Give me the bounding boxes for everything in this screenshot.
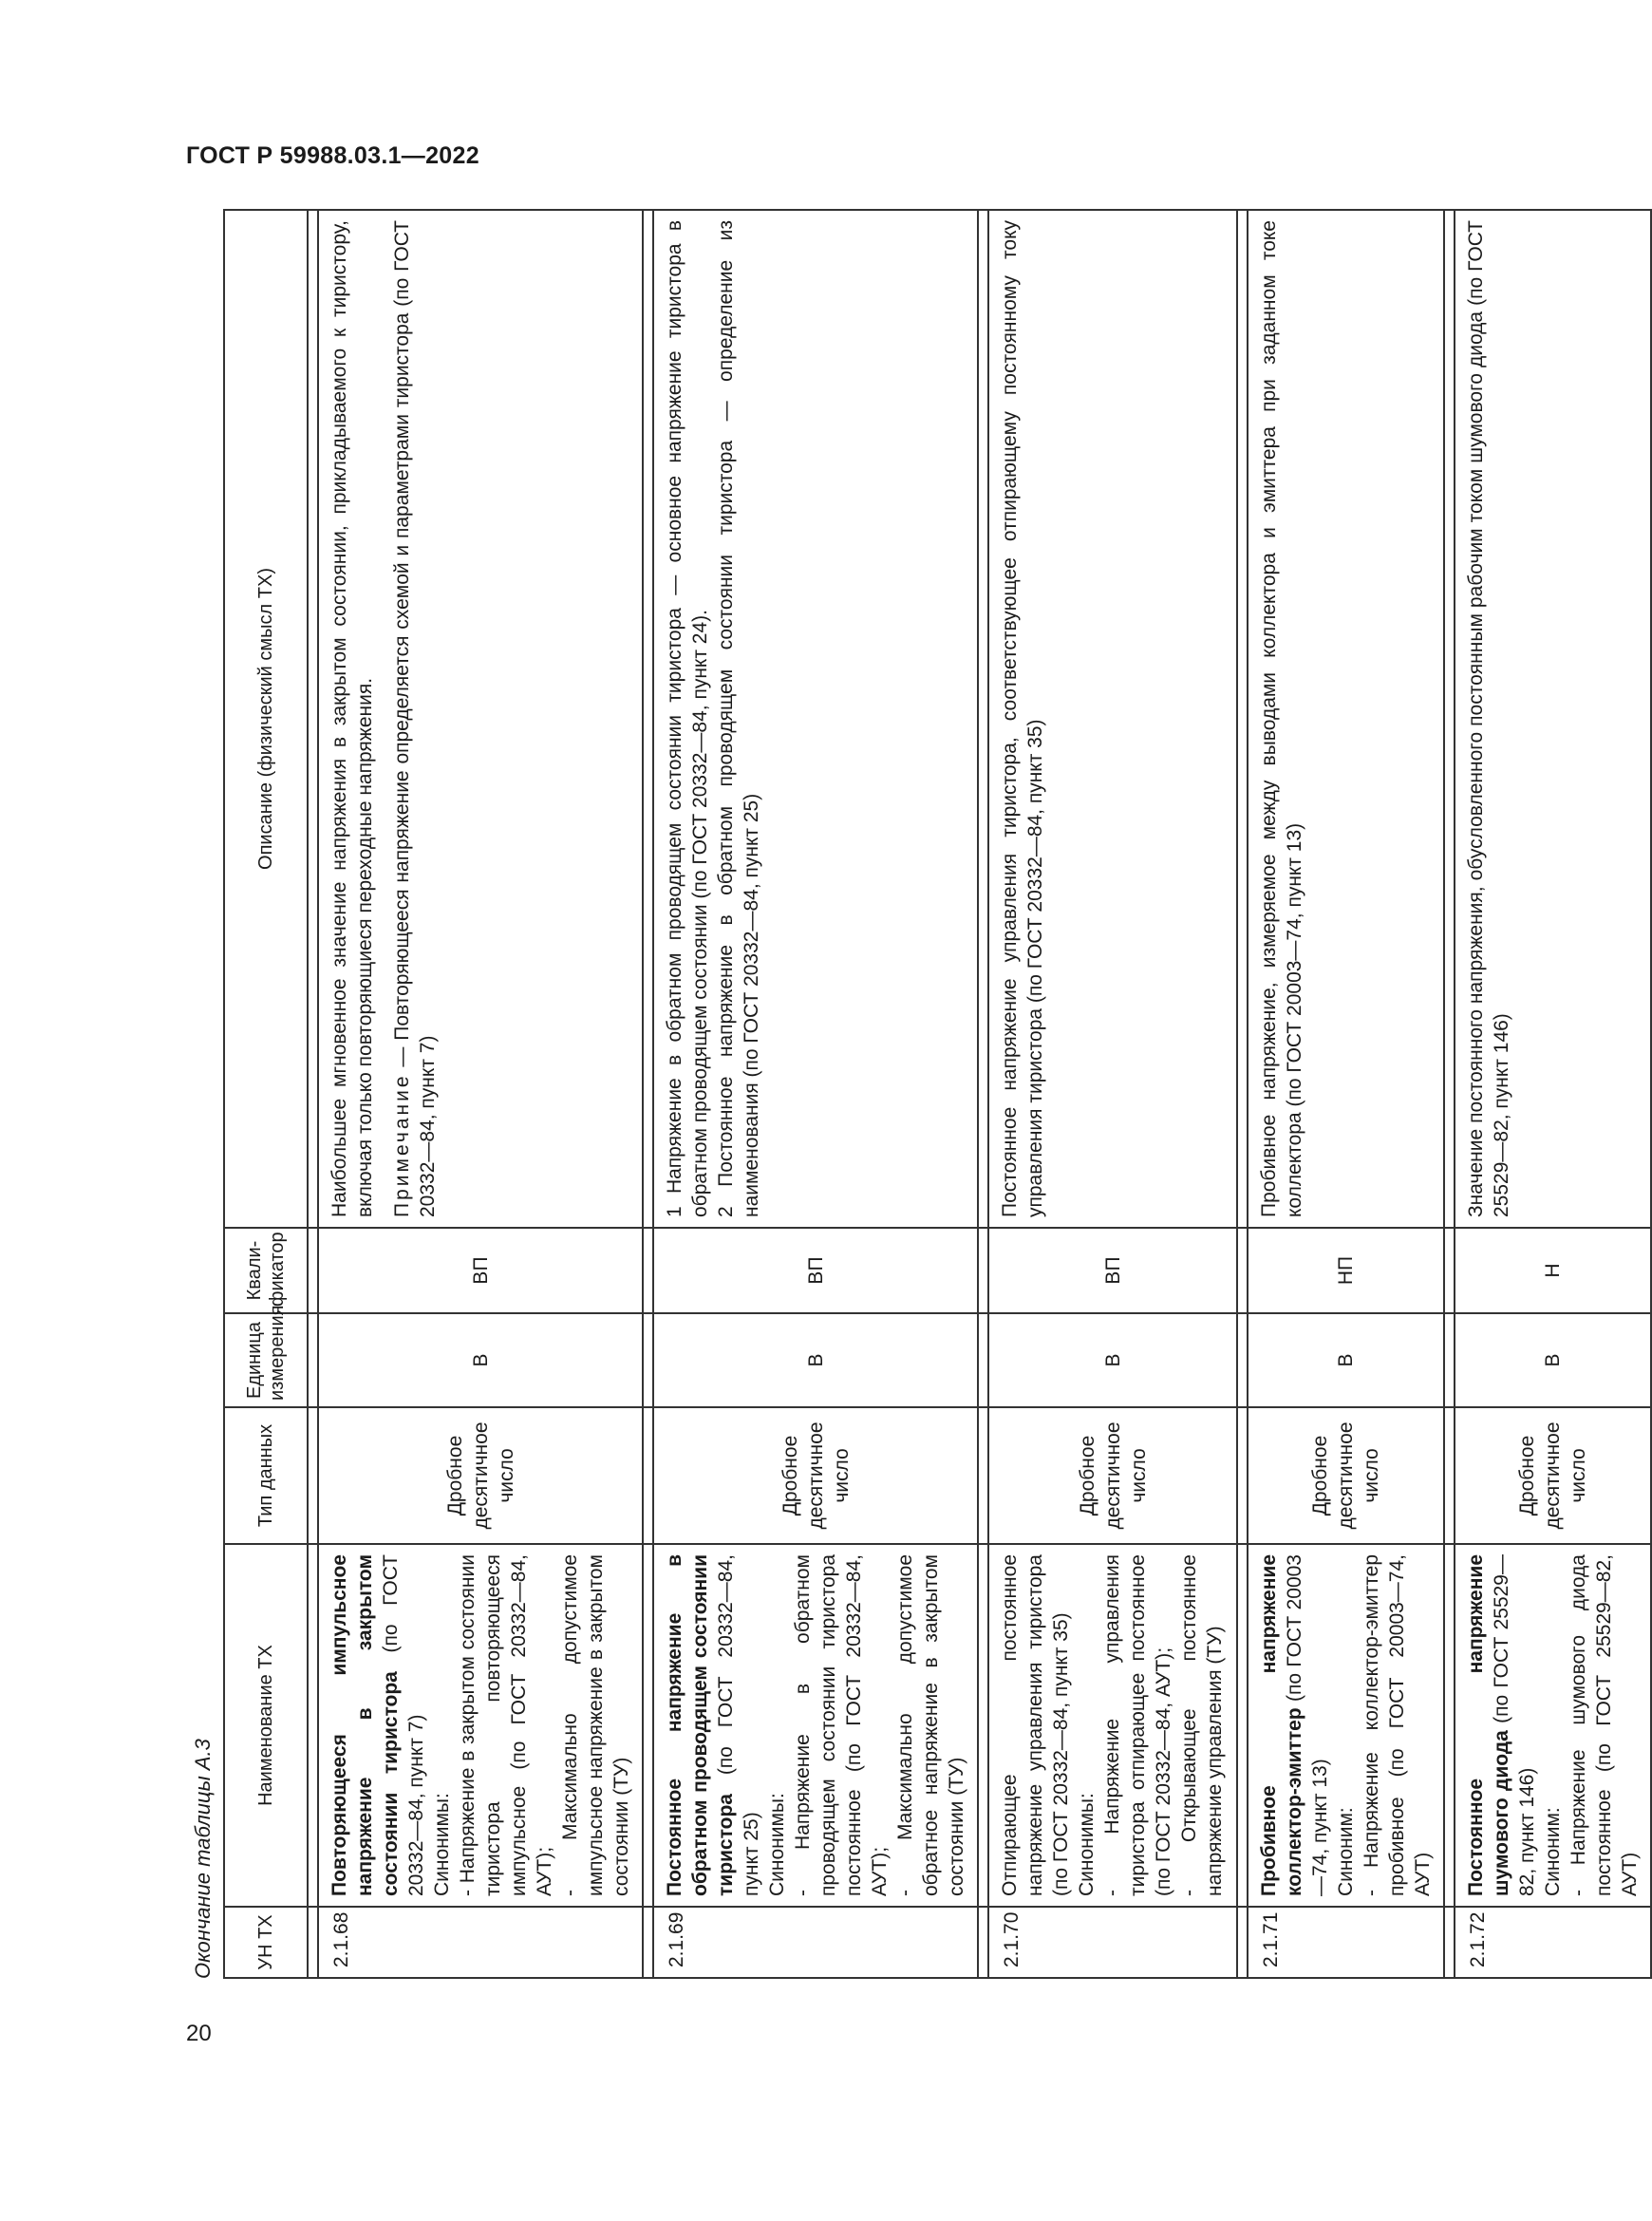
row-qualifier: Н	[1455, 1228, 1651, 1313]
col-header-description: Описание (физический смысл ТХ)	[224, 210, 308, 1228]
row-id: 2.1.68	[318, 1907, 643, 1978]
synonym-item: - Напряжение коллектор-эмиттер пробивное (по ГОСТ 20003—74, АУТ)	[1361, 1554, 1434, 1896]
row-id: 2.1.70	[988, 1907, 1237, 1978]
name-bold: Постоянное напряжение в обратном проводящем состоянии тиристора	[664, 1554, 737, 1896]
synonyms-label: Синонимы:	[766, 1793, 788, 1896]
synonyms-label: Синонимы:	[1076, 1793, 1098, 1896]
row-description	[318, 210, 643, 1228]
row-type: Дробное десятичное число	[1455, 1407, 1651, 1544]
row-name	[318, 1544, 643, 1907]
row-name	[1248, 1544, 1444, 1907]
synonym-item: - Максимально допустимое импульсное напряжение в закрытом состоянии (ТУ)	[559, 1554, 632, 1896]
row-qualifier: ВП	[653, 1228, 978, 1313]
row-gap	[978, 210, 988, 1978]
description-text: Значение постоянного напряжения, обусловленного постоянным рабочим током шумового диода (по ГОСТ 25529—82, пункт 146)	[1465, 220, 1512, 1217]
table-header-row	[224, 210, 308, 1978]
row-type: Дробное десятичное число	[1248, 1407, 1444, 1544]
synonym-item: - Максимально допустимое обратное напряжение в закрытом состоянии (ТУ)	[894, 1554, 967, 1896]
row-description	[653, 210, 978, 1228]
row-unit: В	[653, 1313, 978, 1407]
row-type: Дробное десятичное число	[653, 1407, 978, 1544]
row-gap	[1444, 210, 1455, 1978]
name-ref: (по ГОСТ 20332—84, пункт 25)	[715, 1554, 762, 1896]
name-plain: Отпирающее постоянное напряжение управления тиристора (по ГОСТ 20332—84, пункт 35)	[999, 1554, 1072, 1896]
name-bold: Повторяющееся импульсное напряжение в закрытом состоянии тиристора	[329, 1554, 402, 1896]
description-line: 1 Напряжение в обратном проводящем состоянии тиристора — основное напряжение тиристора в обратном проводящем состоянии (по ГОСТ 20332—84, пункт 24).	[664, 220, 711, 1217]
col-header-id: УН ТХ	[224, 1907, 308, 1978]
row-name	[1455, 1544, 1651, 1907]
table-row	[653, 210, 978, 1978]
note-text: — Повторяющееся напряжение определяется схемой и параметрами тиристора (по ГОСТ 20332—84, пункт 7)	[391, 220, 439, 1217]
document-header: ГОСТ Р 59988.03.1—2022	[186, 142, 479, 169]
description-text: Наибольшее мгновенное значение напряжения в закрытом состоянии, прикладываемого к тиристору, включая только повторяющиеся переходные напряжения.	[329, 220, 376, 1217]
name-ref: (по ГОСТ 20003—74, пункт 13)	[1284, 1554, 1331, 1896]
row-unit: В	[1455, 1313, 1651, 1407]
row-qualifier: ВП	[988, 1228, 1237, 1313]
row-description	[1248, 210, 1444, 1228]
table-row	[988, 210, 1237, 1978]
synonym-item: - Напряжение в закрытом состоянии тиристора повторяющееся импульсное (по ГОСТ 20332—84, АУТ);	[457, 1554, 555, 1896]
synonym-item: - Напряжение в обратном проводящем состоянии тиристора постоянное (по ГОСТ 20332—84, АУТ);	[792, 1554, 891, 1896]
name-bold: Пробивное напряжение коллектор-эмиттер	[1258, 1554, 1305, 1896]
row-type: Дробное десятичное число	[988, 1407, 1237, 1544]
synonym-item: - Напряжение управления тиристора отпирающее постоянное (по ГОСТ 20332—84, АУТ);	[1101, 1554, 1174, 1896]
row-unit: В	[988, 1313, 1237, 1407]
row-name	[988, 1544, 1237, 1907]
table-caption: Окончание таблицы А.3	[191, 1739, 215, 1979]
rotated-table-block	[182, 211, 1641, 1979]
description-text: Пробивное напряжение, измеряемое между выводами коллектора и эмиттера при заданном токе коллектора (по ГОСТ 20003—74, пункт 13)	[1258, 220, 1305, 1217]
row-description	[988, 210, 1237, 1228]
name-bold: Постоянное напряжение шумового диода	[1465, 1554, 1512, 1896]
row-gap	[643, 210, 653, 1978]
synonyms-label: Синонимы:	[431, 1793, 453, 1896]
synonym-item: - Открывающее постоянное напряжение управления (ТУ)	[1178, 1554, 1226, 1896]
row-name	[653, 1544, 978, 1907]
row-unit: В	[1248, 1313, 1444, 1407]
row-qualifier: НП	[1248, 1228, 1444, 1313]
synonyms-label: Синоним:	[1335, 1807, 1357, 1896]
synonym-item: - Напряжение шумового диода постоянное (по ГОСТ 25529—82, АУТ)	[1568, 1554, 1641, 1896]
characteristics-table	[223, 209, 1652, 1979]
row-qualifier: ВП	[318, 1228, 643, 1313]
row-id: 2.1.69	[653, 1907, 978, 1978]
col-header-qualifier: Квали-фикатор	[224, 1228, 308, 1313]
row-id: 2.1.72	[1455, 1907, 1651, 1978]
name-ref: (по ГОСТ 25529—82, пункт 146)	[1491, 1554, 1538, 1896]
table-row	[1455, 210, 1651, 1978]
page-number: 20	[186, 2021, 212, 2046]
description-note	[389, 220, 441, 1217]
row-id: 2.1.71	[1248, 1907, 1444, 1978]
note-label: Примечание	[391, 1073, 413, 1217]
row-unit: В	[318, 1313, 643, 1407]
table-row	[1248, 210, 1444, 1978]
description-line: 2 Постоянное напряжение в обратном проводящем состоянии тиристора — определение из наименования (по ГОСТ 20332—84, пункт 25)	[715, 220, 762, 1217]
description-text: Постоянное напряжение управления тиристора, соответствующее отпирающему постоянному току управления тиристора (по ГОСТ 20332—84, пункт 35)	[999, 220, 1046, 1217]
col-header-name: Наименование ТХ	[224, 1544, 308, 1907]
name-ref: (по ГОСТ 20332—84, пункт 7)	[380, 1554, 427, 1896]
header-gap	[308, 210, 318, 1978]
row-gap	[1237, 210, 1248, 1978]
synonyms-label: Синоним:	[1542, 1807, 1564, 1896]
col-header-type: Тип данных	[224, 1407, 308, 1544]
row-description	[1455, 210, 1651, 1228]
col-header-unit: Единица измерения	[224, 1313, 308, 1407]
row-type: Дробное десятичное число	[318, 1407, 643, 1544]
table-row	[318, 210, 643, 1978]
